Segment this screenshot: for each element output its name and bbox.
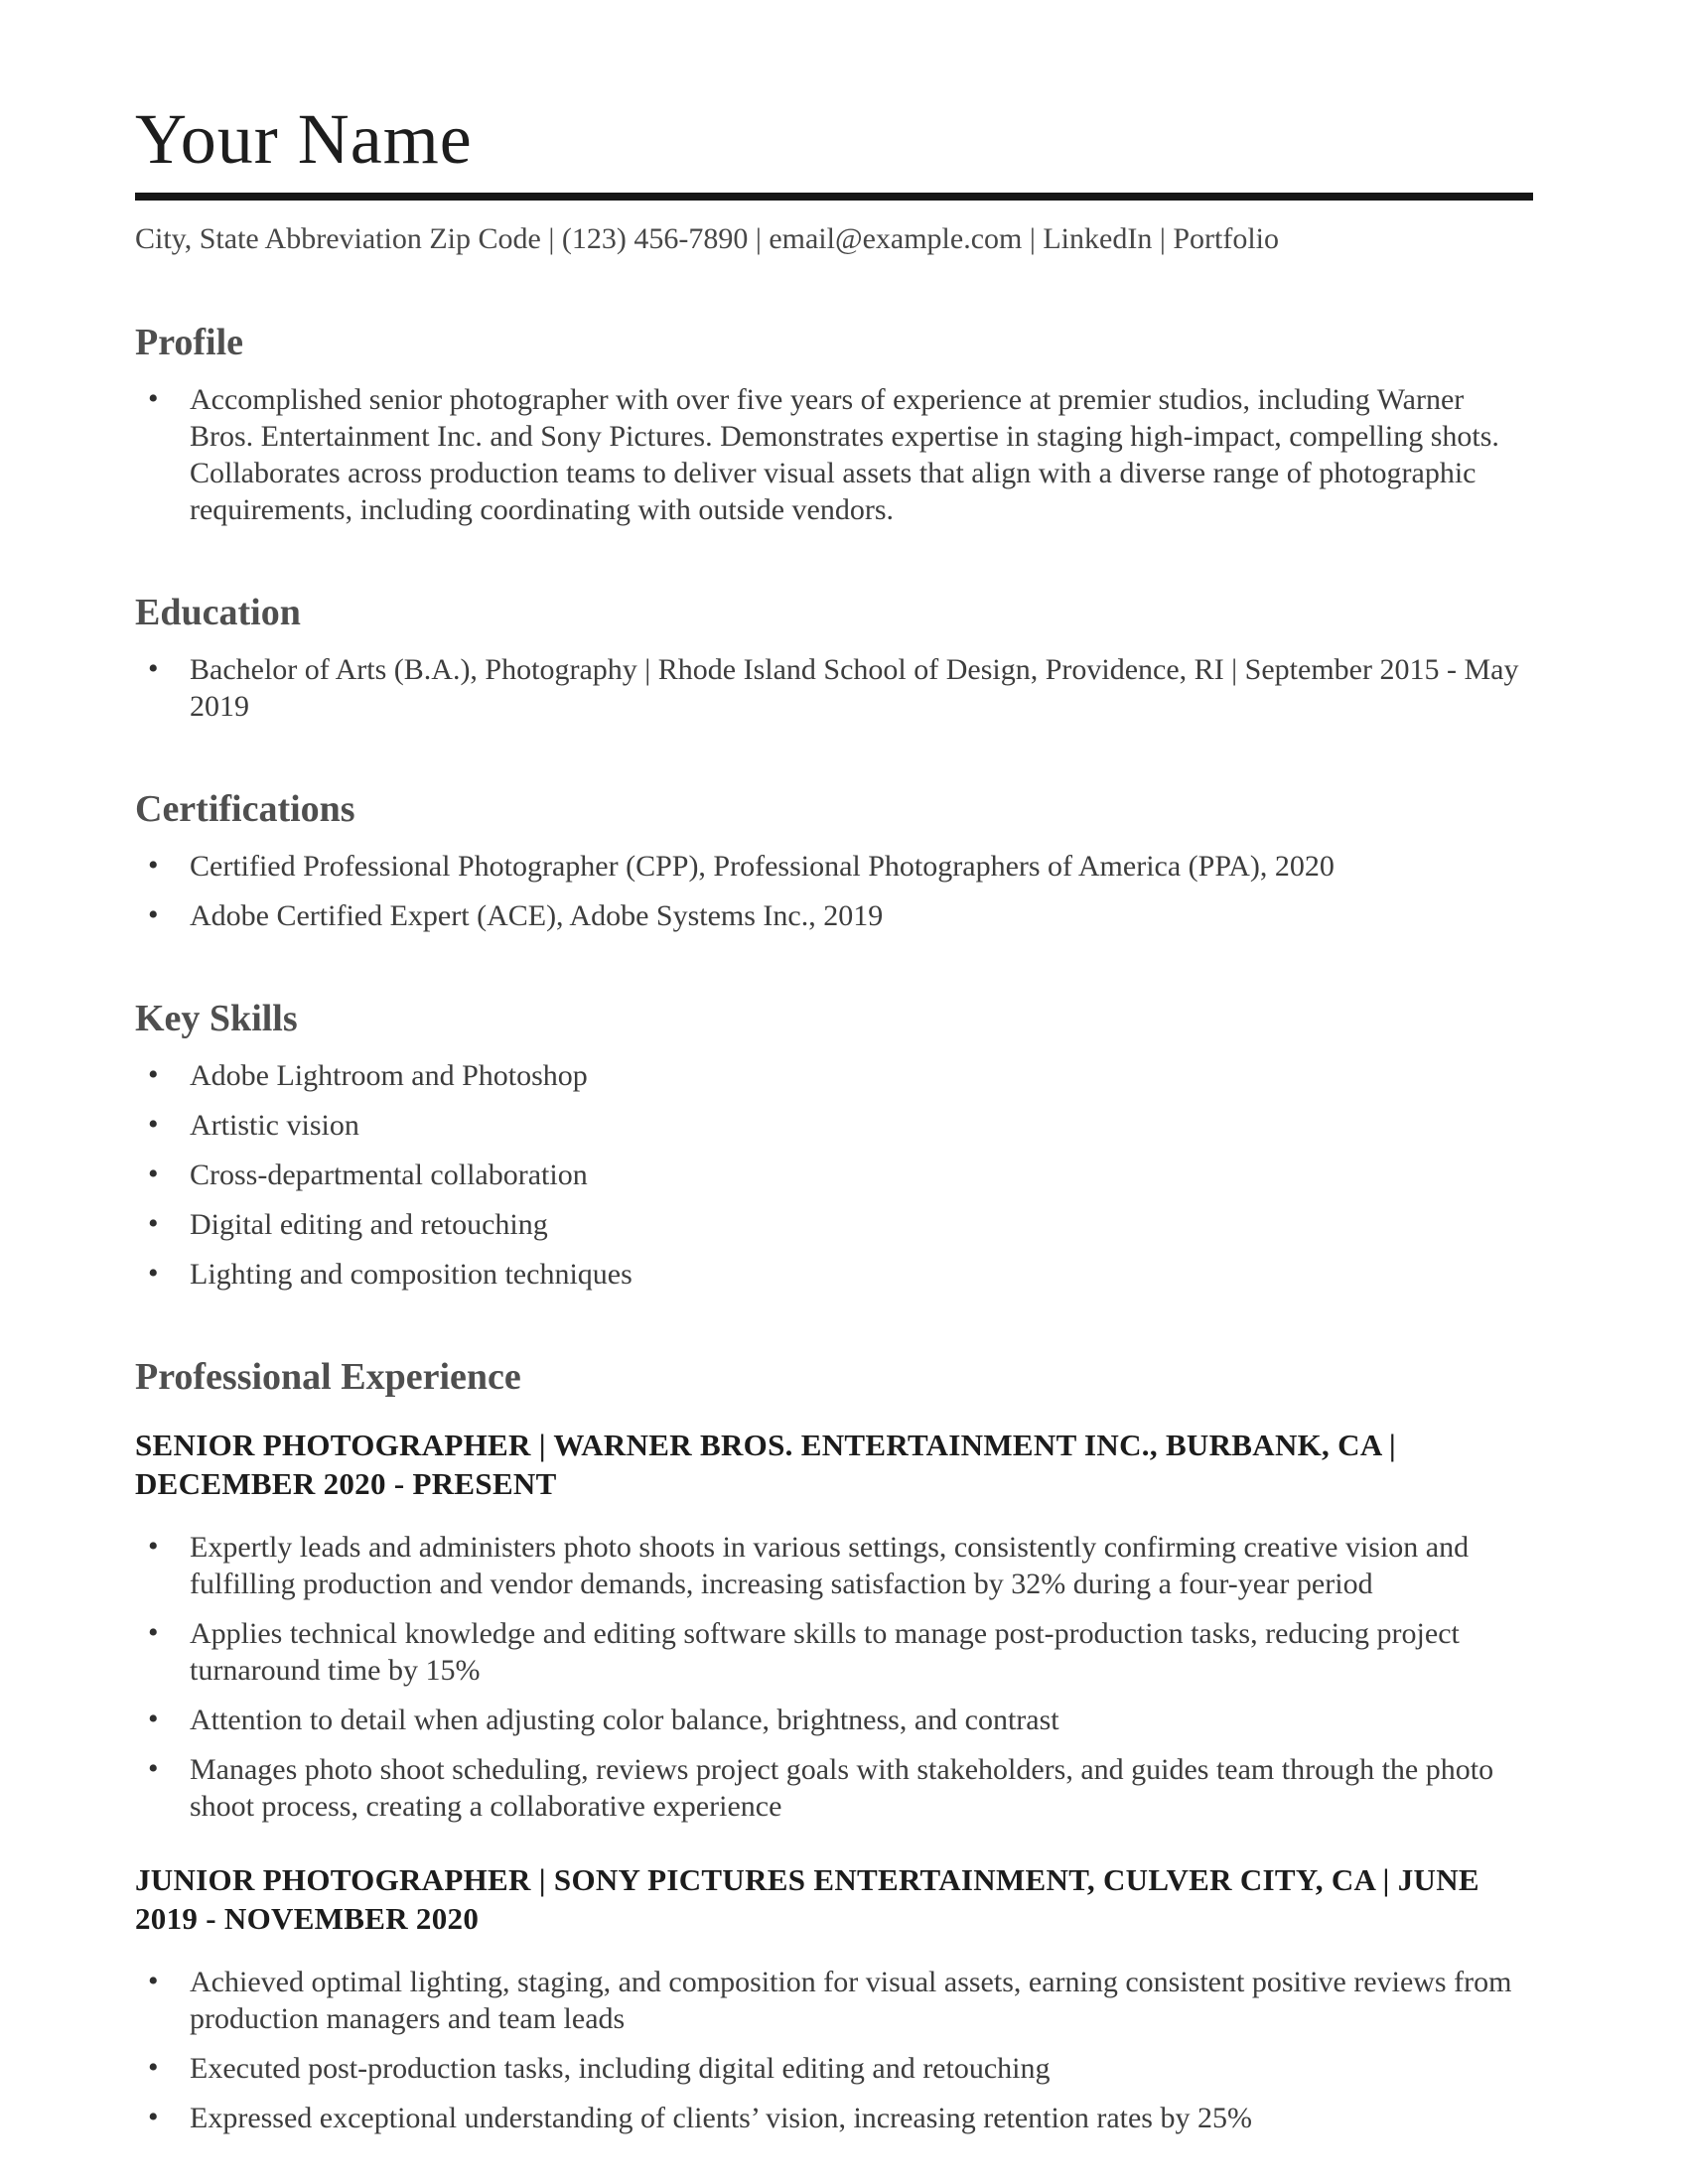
contact-line: City, State Abbreviation Zip Code | (123) 456-7890 | email@example.com | LinkedIn | Portfolio [135, 222, 1279, 255]
resume-header [135, 99, 1533, 258]
bullet-item: • Expertly leads and administers photo shoots in various settings, consistently confirming creative vision and fulfilling production and vendor demands, increasing satisfaction by 32% during a four-year period [135, 1529, 1533, 1602]
key-skills-bullet-list [135, 1057, 1533, 1293]
job-title: SENIOR PHOTOGRAPHER | WARNER BROS. ENTERTAINMENT INC., BURBANK, CA | DECEMBER 2020 - PRESENT [135, 1428, 1396, 1501]
header-rule-divider [135, 193, 1533, 201]
job-title: JUNIOR PHOTOGRAPHER | SONY PICTURES ENTERTAINMENT, CULVER CITY, CA | JUNE 2019 - NOVEMBER 2020 [135, 1862, 1479, 1936]
professional-experience-heading: Professional Experience [135, 1356, 521, 1398]
bullet-item: • Accomplished senior photographer with over five years of experience at premier studios, including Warner Bros. Entertainment Inc. and Sony Pictures. Demonstrates expertise in staging high-impact, compelling shots. Collaborates across production teams to deliver visual assets that align with a diverse range of photographic requirements, including coordinating with outside vendors. [135, 381, 1533, 528]
section-professional-experience [135, 1354, 1533, 2136]
bullet-item: • Lighting and composition techniques [135, 1256, 1533, 1293]
bullet-item: • Cross-departmental collaboration [135, 1157, 1533, 1193]
bullet-item: • Adobe Lightroom and Photoshop [135, 1057, 1533, 1094]
profile-heading: Profile [135, 322, 244, 363]
section-profile [135, 320, 1533, 528]
section-key-skills [135, 996, 1533, 1293]
bullet-item: • Adobe Certified Expert (ACE), Adobe Systems Inc., 2019 [135, 897, 1533, 934]
bullet-item: • Applies technical knowledge and editing software skills to manage post-production tasks, reducing project turnaround time by 15% [135, 1615, 1533, 1689]
section-certifications [135, 786, 1533, 934]
bullet-item: • Attention to detail when adjusting color balance, brightness, and contrast [135, 1702, 1533, 1738]
bullet-item: • Certified Professional Photographer (CPP), Professional Photographers of America (PPA), 2020 [135, 848, 1533, 885]
education-bullet-list [135, 651, 1533, 725]
certifications-heading: Certifications [135, 788, 355, 830]
bullet-item: • Artistic vision [135, 1107, 1533, 1144]
job-list [135, 1426, 1533, 2136]
page-title: Your Name [135, 99, 473, 179]
job-entry [135, 1426, 1533, 1825]
bullet-item: • Executed post-production tasks, including digital editing and retouching [135, 2050, 1533, 2087]
key-skills-heading: Key Skills [135, 998, 298, 1039]
job-bullet-list [135, 1964, 1533, 2136]
bullet-item: • Manages photo shoot scheduling, reviews project goals with stakeholders, and guides team through the photo shoot process, creating a collaborative experience [135, 1751, 1533, 1825]
job-entry [135, 1860, 1533, 2136]
profile-bullet-list [135, 381, 1533, 528]
bullet-item: • Expressed exceptional understanding of clients’ vision, increasing retention rates by 25% [135, 2100, 1533, 2136]
bullet-item: • Digital editing and retouching [135, 1206, 1533, 1243]
job-bullet-list [135, 1529, 1533, 1825]
bullet-item: • Achieved optimal lighting, staging, and composition for visual assets, earning consistent positive reviews from production managers and team leads [135, 1964, 1533, 2037]
certifications-bullet-list [135, 848, 1533, 934]
section-education [135, 590, 1533, 725]
education-heading: Education [135, 592, 301, 633]
bullet-item: • Bachelor of Arts (B.A.), Photography | Rhode Island School of Design, Providence, RI | September 2015 - May 2019 [135, 651, 1533, 725]
